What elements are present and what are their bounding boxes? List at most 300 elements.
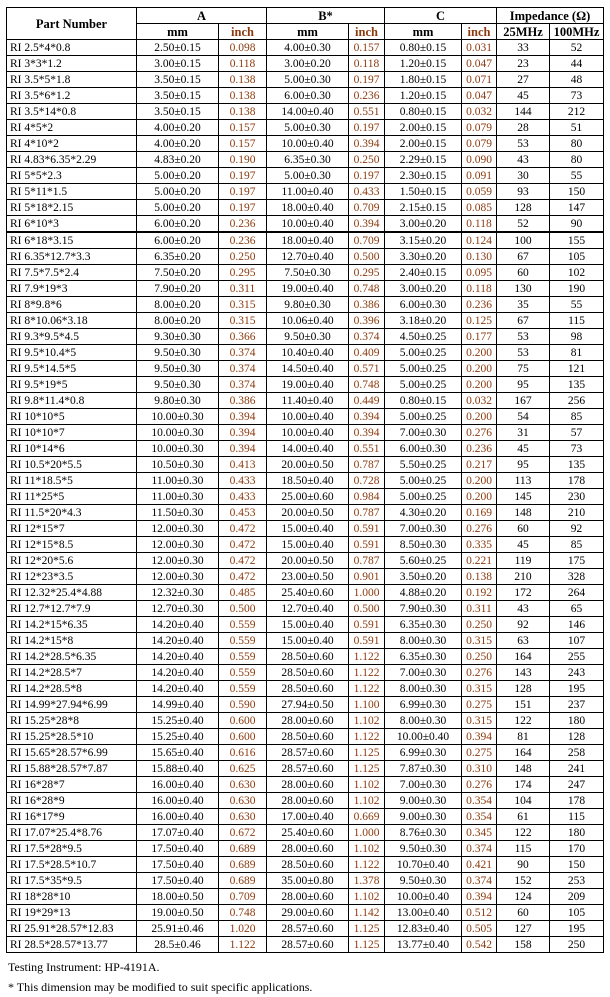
impedance-25mhz-cell: 27 [497,72,550,88]
table-row [7,553,604,569]
table-row [7,617,604,633]
dimension-c-header: C [385,8,497,24]
a-inch-cell: 0.672 [219,825,267,841]
b-inch-cell: 0.394 [349,216,385,233]
b-mm-cell: 14.00±0.40 [267,441,349,457]
c-mm-cell: 3.18±0.20 [385,313,462,329]
impedance-25mhz-cell: 148 [497,761,550,777]
c-mm-cell: 3.00±0.20 [385,216,462,233]
c-mm-cell: 3.15±0.20 [385,232,462,249]
b-inch-cell: 0.901 [349,569,385,585]
b-inch-cell: 0.591 [349,521,385,537]
impedance-100mhz-cell: 115 [550,313,604,329]
a-mm-cell: 14.20±0.40 [137,649,219,665]
impedance-25mhz-cell: 60 [497,905,550,921]
a-mm-cell: 9.50±0.30 [137,361,219,377]
impedance-100mhz-cell: 243 [550,665,604,681]
a-mm-cell: 17.07±0.40 [137,825,219,841]
a-inch-cell: 0.197 [219,184,267,200]
b-mm-cell: 10.00±0.40 [267,216,349,233]
a-inch-cell: 0.138 [219,88,267,104]
c-inch-cell: 0.236 [462,297,497,313]
a-inch-cell: 0.630 [219,809,267,825]
b-mm-cell: 12.70±0.40 [267,249,349,265]
c-mm-cell: 9.00±0.30 [385,793,462,809]
impedance-100mhz-cell: 178 [550,473,604,489]
a-mm-cell: 16.00±0.40 [137,777,219,793]
part-number-cell: RI 5*18*2.15 [7,200,137,216]
table-row [7,793,604,809]
a-inch-cell: 0.138 [219,104,267,120]
impedance-25mhz-cell: 145 [497,489,550,505]
table-row [7,585,604,601]
a-mm-cell: 19.00±0.50 [137,905,219,921]
b-mm-cell: 25.40±0.60 [267,825,349,841]
impedance-25mhz-cell: 60 [497,265,550,281]
impedance-25mhz-cell: 172 [497,585,550,601]
a-mm-cell: 11.00±0.30 [137,489,219,505]
impedance-25mhz-cell: 128 [497,681,550,697]
table-row [7,152,604,168]
a-mm-cell: 8.00±0.20 [137,297,219,313]
b-mm-cell: 28.50±0.60 [267,857,349,873]
part-number-cell: RI 14.99*27.94*6.99 [7,697,137,713]
b-mm-cell: 7.50±0.30 [267,265,349,281]
c-mm-cell: 2.00±0.15 [385,136,462,152]
b-inch-cell: 0.709 [349,200,385,216]
impedance-100mhz-cell: 150 [550,184,604,200]
part-number-cell: RI 17.5*28*9.5 [7,841,137,857]
a-inch-cell: 0.374 [219,377,267,393]
a-mm-cell: 18.00±0.50 [137,889,219,905]
b-mm-cell: 15.00±0.40 [267,521,349,537]
dimension-a-header: A [137,8,267,24]
c-mm-cell: 9.50±0.30 [385,873,462,889]
a-inch-cell: 0.472 [219,521,267,537]
impedance-25mhz-cell: 63 [497,633,550,649]
c-inch-cell: 0.250 [462,617,497,633]
b-mm-cell: 28.50±0.60 [267,681,349,697]
table-row [7,761,604,777]
part-number-cell: RI 6.35*12.7*3.3 [7,249,137,265]
part-number-cell: RI 16*28*7 [7,777,137,793]
b-mm-cell: 19.00±0.40 [267,377,349,393]
part-number-cell: RI 11*18.5*5 [7,473,137,489]
a-mm-cell: 5.00±0.20 [137,184,219,200]
impedance-25mhz-cell: 45 [497,537,550,553]
b-mm-cell: 23.00±0.50 [267,569,349,585]
b-inch-cell: 1.378 [349,873,385,889]
impedance-25mhz-cell: 148 [497,505,550,521]
table-row [7,873,604,889]
table-row [7,857,604,873]
b-inch-cell: 0.787 [349,553,385,569]
table-row [7,489,604,505]
b-inch-cell: 1.122 [349,729,385,745]
b-mm-cell: 28.00±0.60 [267,713,349,729]
b-inch-cell: 0.197 [349,120,385,136]
b-inch-cell: 0.728 [349,473,385,489]
b-inch-cell: 0.449 [349,393,385,409]
c-mm-cell: 6.99±0.30 [385,697,462,713]
b-inch-cell: 0.295 [349,265,385,281]
table-row [7,441,604,457]
b-inch-cell: 0.591 [349,633,385,649]
b-inch-cell: 0.500 [349,249,385,265]
part-number-cell: RI 5*5*2.3 [7,168,137,184]
b-inch-cell: 1.122 [349,649,385,665]
a-mm-cell: 17.50±0.40 [137,873,219,889]
part-number-cell: RI 4.83*6.35*2.29 [7,152,137,168]
impedance-header: Impedance (Ω) [497,8,604,24]
b-inch-cell: 0.250 [349,152,385,168]
c-inch-cell: 0.374 [462,841,497,857]
b-mm-cell: 9.80±0.30 [267,297,349,313]
a-inch-cell: 0.236 [219,232,267,249]
c-mm-cell: 7.87±0.30 [385,761,462,777]
part-number-cell: RI 14.2*15*8 [7,633,137,649]
impedance-25mhz-cell: 33 [497,40,550,56]
table-row [7,729,604,745]
b-mm-cell: 28.57±0.60 [267,745,349,761]
b-mm-header: mm [267,24,349,40]
part-number-cell: RI 15.65*28.57*6.99 [7,745,137,761]
table-body [7,40,604,953]
impedance-25mhz-cell: 31 [497,425,550,441]
a-inch-cell: 0.453 [219,505,267,521]
a-inch-cell: 0.600 [219,729,267,745]
impedance-25mhz-cell: 124 [497,889,550,905]
b-mm-cell: 20.00±0.50 [267,553,349,569]
c-inch-cell: 0.090 [462,152,497,168]
a-inch-cell: 0.394 [219,441,267,457]
impedance-100mhz-cell: 107 [550,633,604,649]
table-row [7,184,604,200]
impedance-100mhz-cell: 150 [550,857,604,873]
impedance-25mhz-cell: 75 [497,361,550,377]
a-inch-cell: 0.559 [219,665,267,681]
part-number-cell: RI 12.7*12.7*7.9 [7,601,137,617]
b-inch-cell: 1.122 [349,681,385,697]
c-mm-cell: 8.50±0.30 [385,537,462,553]
impedance-100mhz-cell: 237 [550,697,604,713]
table-row [7,329,604,345]
b-mm-cell: 10.40±0.40 [267,345,349,361]
impedance-100mhz-cell: 102 [550,265,604,281]
a-mm-cell: 3.50±0.15 [137,88,219,104]
c-inch-cell: 0.276 [462,665,497,681]
part-number-cell: RI 2.5*4*0.8 [7,40,137,56]
a-mm-cell: 10.00±0.30 [137,409,219,425]
a-mm-header: mm [137,24,219,40]
c-inch-cell: 0.032 [462,393,497,409]
table-row [7,537,604,553]
c-inch-cell: 0.169 [462,505,497,521]
c-inch-cell: 0.091 [462,168,497,184]
a-inch-cell: 0.413 [219,457,267,473]
b-mm-cell: 6.00±0.30 [267,88,349,104]
a-inch-cell: 1.122 [219,937,267,953]
impedance-25mhz-cell: 53 [497,329,550,345]
table-row [7,809,604,825]
a-mm-cell: 14.20±0.40 [137,665,219,681]
impedance-25mhz-cell: 158 [497,937,550,953]
impedance-100mhz-cell: 247 [550,777,604,793]
b-inch-cell: 0.394 [349,425,385,441]
a-mm-cell: 4.83±0.20 [137,152,219,168]
part-number-cell: RI 8*10.06*3.18 [7,313,137,329]
b-mm-cell: 10.00±0.40 [267,136,349,152]
c-mm-cell: 0.80±0.15 [385,40,462,56]
part-number-cell: RI 17.5*35*9.5 [7,873,137,889]
c-mm-cell: 8.76±0.30 [385,825,462,841]
impedance-25mhz-cell: 43 [497,152,550,168]
part-number-cell: RI 3.5*5*1.8 [7,72,137,88]
b-mm-cell: 28.00±0.60 [267,841,349,857]
b-mm-cell: 29.00±0.60 [267,905,349,921]
impedance-100mhz-cell: 210 [550,505,604,521]
impedance-100mhz-cell: 73 [550,88,604,104]
part-number-cell: RI 15.25*28*8 [7,713,137,729]
b-mm-cell: 17.00±0.40 [267,809,349,825]
b-inch-cell: 0.984 [349,489,385,505]
part-number-cell: RI 17.07*25.4*8.76 [7,825,137,841]
impedance-25mhz-cell: 174 [497,777,550,793]
c-mm-cell: 7.90±0.30 [385,601,462,617]
part-number-cell: RI 16*17*9 [7,809,137,825]
a-inch-cell: 0.311 [219,281,267,297]
c-inch-cell: 0.200 [462,489,497,505]
b-mm-cell: 20.00±0.50 [267,457,349,473]
c-mm-cell: 9.50±0.30 [385,841,462,857]
part-number-cell: RI 19*29*13 [7,905,137,921]
a-inch-cell: 0.236 [219,216,267,233]
c-inch-cell: 0.032 [462,104,497,120]
impedance-100mhz-cell: 105 [550,905,604,921]
b-mm-cell: 28.50±0.60 [267,665,349,681]
part-number-cell: RI 10*10*5 [7,409,137,425]
a-inch-cell: 0.098 [219,40,267,56]
impedance-100mhz-cell: 147 [550,200,604,216]
impedance-100mhz-cell: 190 [550,281,604,297]
impedance-100mhz-cell: 81 [550,345,604,361]
c-inch-cell: 0.118 [462,281,497,297]
b-mm-cell: 19.00±0.40 [267,281,349,297]
b-mm-cell: 18.50±0.40 [267,473,349,489]
c-mm-cell: 3.00±0.20 [385,281,462,297]
part-number-cell: RI 4*5*2 [7,120,137,136]
table-row [7,457,604,473]
c-mm-cell: 13.00±0.40 [385,905,462,921]
a-inch-cell: 0.197 [219,200,267,216]
part-number-cell: RI 14.2*28.5*8 [7,681,137,697]
c-mm-cell: 4.50±0.25 [385,329,462,345]
c-mm-cell: 1.20±0.15 [385,56,462,72]
c-mm-cell: 5.00±0.25 [385,377,462,393]
table-row [7,505,604,521]
b-mm-cell: 28.57±0.60 [267,937,349,953]
c-mm-cell: 1.50±0.15 [385,184,462,200]
c-mm-cell: 6.00±0.30 [385,441,462,457]
c-mm-cell: 3.50±0.20 [385,569,462,585]
impedance-100mhz-cell: 73 [550,441,604,457]
c-inch-cell: 0.200 [462,409,497,425]
part-number-cell: RI 7.5*7.5*2.4 [7,265,137,281]
c-inch-cell: 0.315 [462,633,497,649]
a-mm-cell: 9.30±0.30 [137,329,219,345]
a-inch-cell: 0.394 [219,425,267,441]
a-mm-cell: 12.32±0.30 [137,585,219,601]
a-mm-cell: 2.50±0.15 [137,40,219,56]
impedance-100mhz-cell: 115 [550,809,604,825]
b-inch-cell: 0.748 [349,281,385,297]
c-inch-cell: 0.236 [462,441,497,457]
c-inch-cell: 0.354 [462,793,497,809]
impedance-25mhz-cell: 53 [497,136,550,152]
a-mm-cell: 12.00±0.30 [137,553,219,569]
a-inch-cell: 0.590 [219,697,267,713]
c-mm-cell: 4.30±0.20 [385,505,462,521]
c-mm-cell: 0.80±0.15 [385,393,462,409]
table-row [7,409,604,425]
table-row [7,841,604,857]
a-mm-cell: 4.00±0.20 [137,136,219,152]
a-inch-header: inch [219,24,267,40]
b-inch-cell: 0.748 [349,377,385,393]
c-inch-cell: 0.421 [462,857,497,873]
a-inch-cell: 0.190 [219,152,267,168]
a-mm-cell: 12.70±0.30 [137,601,219,617]
impedance-100mhz-cell: 253 [550,873,604,889]
table-row [7,297,604,313]
a-mm-cell: 14.20±0.40 [137,633,219,649]
c-mm-header: mm [385,24,462,40]
b-inch-cell: 0.591 [349,537,385,553]
b-inch-cell: 0.709 [349,232,385,249]
c-mm-cell: 5.60±0.25 [385,553,462,569]
c-mm-cell: 10.00±0.40 [385,729,462,745]
c-inch-cell: 0.542 [462,937,497,953]
a-inch-cell: 0.630 [219,793,267,809]
impedance-25mhz-cell: 60 [497,521,550,537]
impedance-25mhz-cell: 95 [497,457,550,473]
part-number-cell: RI 3.5*14*0.8 [7,104,137,120]
c-inch-cell: 0.345 [462,825,497,841]
c-inch-cell: 0.512 [462,905,497,921]
b-inch-cell: 1.102 [349,889,385,905]
b-mm-cell: 25.00±0.60 [267,489,349,505]
c-inch-cell: 0.192 [462,585,497,601]
part-number-header: Part Number [7,8,137,40]
c-inch-cell: 0.505 [462,921,497,937]
b-mm-cell: 35.00±0.80 [267,873,349,889]
c-mm-cell: 2.40±0.15 [385,265,462,281]
a-mm-cell: 10.00±0.30 [137,425,219,441]
c-mm-cell: 0.80±0.15 [385,104,462,120]
impedance-25mhz-cell: 45 [497,88,550,104]
a-mm-cell: 17.50±0.40 [137,857,219,873]
a-inch-cell: 0.374 [219,345,267,361]
a-inch-cell: 0.559 [219,681,267,697]
part-number-cell: RI 15.25*28.5*10 [7,729,137,745]
dimensions-table [6,7,604,953]
impedance-100mhz-cell: 121 [550,361,604,377]
b-inch-cell: 1.125 [349,937,385,953]
part-number-cell: RI 10.5*20*5.5 [7,457,137,473]
a-inch-cell: 0.386 [219,393,267,409]
b-inch-cell: 1.000 [349,585,385,601]
table-row [7,120,604,136]
c-inch-cell: 0.095 [462,265,497,281]
c-inch-cell: 0.221 [462,553,497,569]
c-inch-cell: 0.177 [462,329,497,345]
table-row [7,681,604,697]
table-row [7,473,604,489]
a-mm-cell: 12.00±0.30 [137,569,219,585]
c-inch-cell: 0.130 [462,249,497,265]
a-inch-cell: 0.250 [219,249,267,265]
impedance-100mhz-cell: 85 [550,409,604,425]
impedance-25mhz-cell: 28 [497,120,550,136]
c-inch-cell: 0.217 [462,457,497,473]
a-mm-cell: 3.00±0.15 [137,56,219,72]
a-mm-cell: 6.00±0.20 [137,232,219,249]
c-mm-cell: 2.15±0.15 [385,200,462,216]
a-mm-cell: 6.35±0.20 [137,249,219,265]
c-inch-cell: 0.276 [462,777,497,793]
table-row [7,713,604,729]
table-row [7,601,604,617]
c-mm-cell: 5.00±0.25 [385,489,462,505]
c-inch-cell: 0.276 [462,521,497,537]
b-mm-cell: 15.00±0.40 [267,617,349,633]
c-mm-cell: 1.20±0.15 [385,88,462,104]
b-mm-cell: 20.00±0.50 [267,505,349,521]
c-inch-cell: 0.310 [462,761,497,777]
c-inch-cell: 0.200 [462,473,497,489]
part-number-cell: RI 5*11*1.5 [7,184,137,200]
b-inch-cell: 0.236 [349,88,385,104]
table-row [7,168,604,184]
table-row [7,393,604,409]
table-row [7,377,604,393]
impedance-100mhz-cell: 175 [550,553,604,569]
c-inch-cell: 0.200 [462,377,497,393]
c-inch-cell: 0.315 [462,681,497,697]
impedance-100mhz-cell: 52 [550,40,604,56]
b-mm-cell: 11.40±0.40 [267,393,349,409]
impedance-100mhz-cell: 55 [550,297,604,313]
part-number-cell: RI 9.5*14.5*5 [7,361,137,377]
a-inch-cell: 0.500 [219,601,267,617]
table-row [7,825,604,841]
a-mm-cell: 8.00±0.20 [137,313,219,329]
impedance-25mhz-cell: 167 [497,393,550,409]
part-number-cell: RI 11.5*20*4.3 [7,505,137,521]
a-inch-cell: 0.625 [219,761,267,777]
table-row [7,921,604,937]
a-mm-cell: 5.00±0.20 [137,168,219,184]
impedance-100mhz-cell: 55 [550,168,604,184]
impedance-25mhz-cell: 100 [497,232,550,249]
a-mm-cell: 14.20±0.40 [137,681,219,697]
b-inch-cell: 0.157 [349,40,385,56]
b-mm-cell: 9.50±0.30 [267,329,349,345]
a-mm-cell: 7.90±0.20 [137,281,219,297]
part-number-cell: RI 4*10*2 [7,136,137,152]
table-row [7,40,604,56]
impedance-25mhz-cell: 67 [497,249,550,265]
